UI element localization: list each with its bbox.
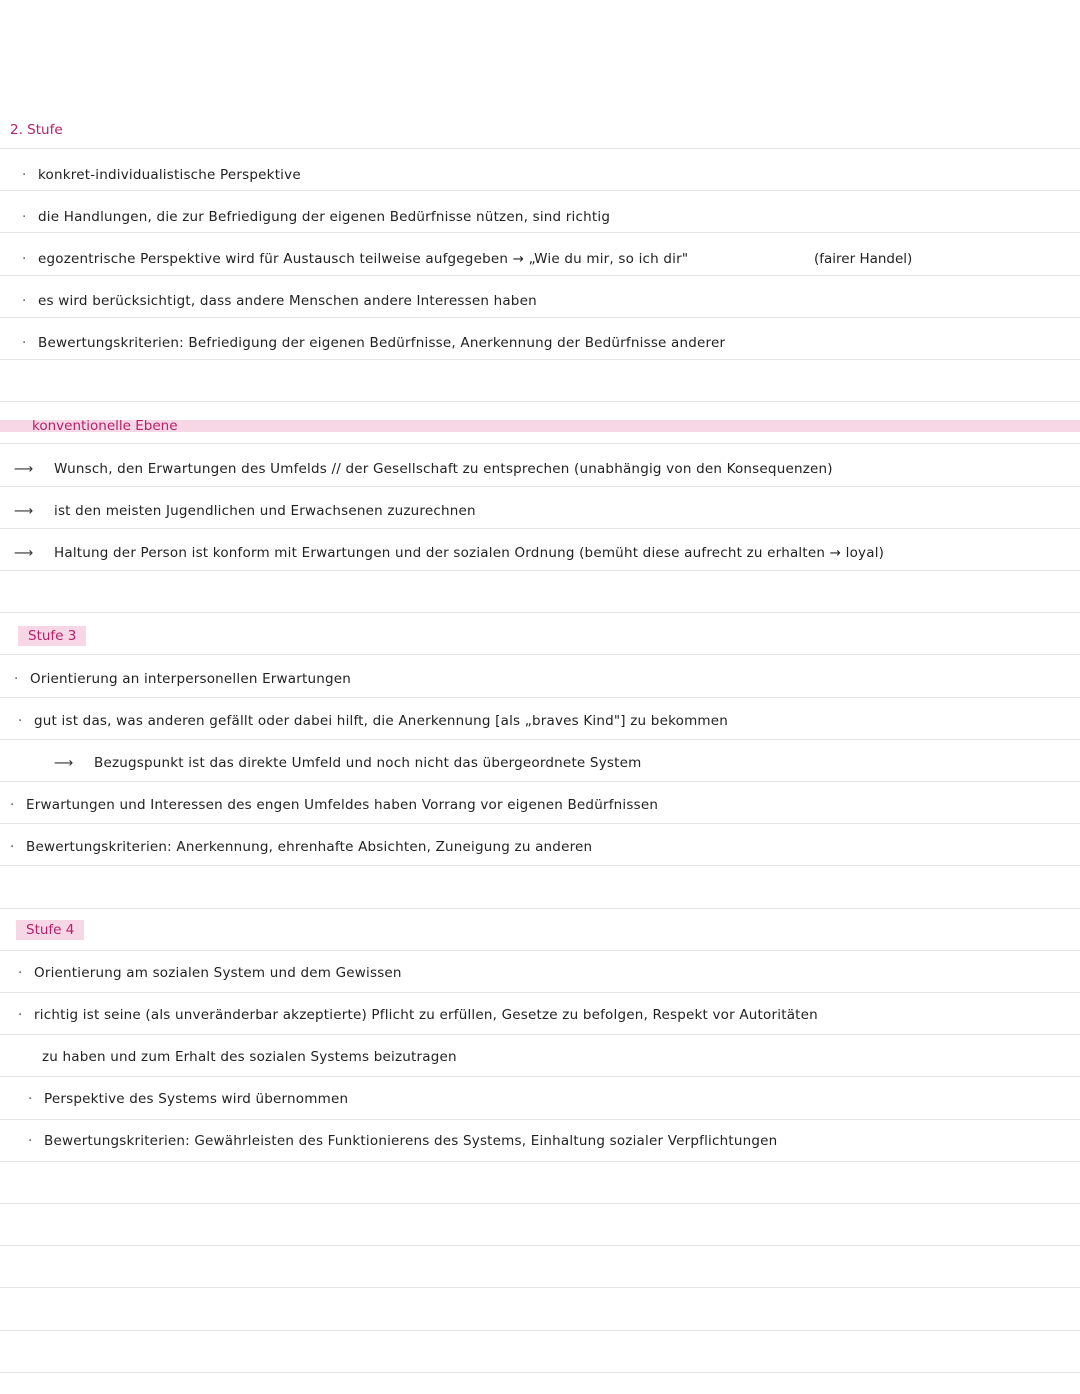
list-item: · egozentrische Perspektive wird für Austausch teilweise aufgegeben → „Wie du mir, so ich dir" xyxy=(22,244,688,274)
side-note-fairer-handel: (fairer Handel) xyxy=(814,251,913,267)
list-item: · Bewertungskriterien: Anerkennung, ehrenhafte Absichten, Zuneigung zu anderen xyxy=(10,832,592,862)
list-item: · Orientierung am sozialen System und dem Gewissen xyxy=(18,958,402,988)
bullet-icon: · xyxy=(22,167,27,183)
arrow-right-icon: ⟶ xyxy=(54,755,74,771)
bullet-icon: · xyxy=(22,209,27,225)
list-item: ⟶ Bezugspunkt ist das direkte Umfeld und noch nicht das übergeordnete System xyxy=(54,748,641,778)
bullet-icon: · xyxy=(10,839,15,855)
list-item: · richtig ist seine (als unveränderbar akzeptierte) Pflicht zu erfüllen, Gesetze zu befolgen, Respekt vor Autoritäten xyxy=(18,1000,818,1030)
list-item: · die Handlungen, die zur Befriedigung der eigenen Bedürfnisse nützen, sind richtig xyxy=(22,202,610,232)
bullet-icon: · xyxy=(18,713,23,729)
bullet-icon: · xyxy=(28,1091,33,1107)
list-item: ⟶ Haltung der Person ist konform mit Erwartungen und der sozialen Ordnung (bemüht diese aufrecht zu erhalten → loyal) xyxy=(14,538,884,568)
arrow-right-icon: ⟶ xyxy=(14,461,34,477)
heading-konventionelle-ebene: konventionelle Ebene xyxy=(32,418,178,434)
list-item: · Bewertungskriterien: Befriedigung der eigenen Bedürfnisse, Anerkennung der Bedürfnisse anderer xyxy=(22,328,725,358)
bullet-icon: · xyxy=(18,1007,23,1023)
arrow-right-icon: ⟶ xyxy=(14,545,34,561)
bullet-icon: · xyxy=(22,251,27,267)
list-item: · konkret-individualistische Perspektive xyxy=(22,160,301,190)
list-item: · es wird berücksichtigt, dass andere Menschen andere Interessen haben xyxy=(22,286,537,316)
list-item: · Perspektive des Systems wird übernommen xyxy=(28,1084,348,1114)
list-item: · Orientierung an interpersonellen Erwartungen xyxy=(14,664,351,694)
list-item-continuation: zu haben und zum Erhalt des sozialen Systems beizutragen xyxy=(42,1049,457,1065)
bullet-icon: · xyxy=(10,797,15,813)
heading-stufe-4: Stufe 4 xyxy=(16,920,84,940)
list-item: · gut ist das, was anderen gefällt oder dabei hilft, die Anerkennung [als „braves Kind"] zu bekommen xyxy=(18,706,728,736)
bullet-icon: · xyxy=(28,1133,33,1149)
list-item: · Bewertungskriterien: Gewährleisten des Funktionierens des Systems, Einhaltung sozialer Verpflichtungen xyxy=(28,1126,777,1156)
bullet-icon: · xyxy=(14,671,19,687)
list-item: ⟶ Wunsch, den Erwartungen des Umfelds // der Gesellschaft zu entsprechen (unabhängig von den Konsequenzen) xyxy=(14,454,833,484)
list-item: · Erwartungen und Interessen des engen Umfeldes haben Vorrang vor eigenen Bedürfnissen xyxy=(10,790,658,820)
heading-stufe-2: 2. Stufe xyxy=(10,122,63,138)
list-item: ⟶ ist den meisten Jugendlichen und Erwachsenen zuzurechnen xyxy=(14,496,476,526)
bullet-icon: · xyxy=(22,293,27,309)
bullet-icon: · xyxy=(18,965,23,981)
heading-stufe-3: Stufe 3 xyxy=(18,626,86,646)
arrow-right-icon: ⟶ xyxy=(14,503,34,519)
bullet-icon: · xyxy=(22,335,27,351)
